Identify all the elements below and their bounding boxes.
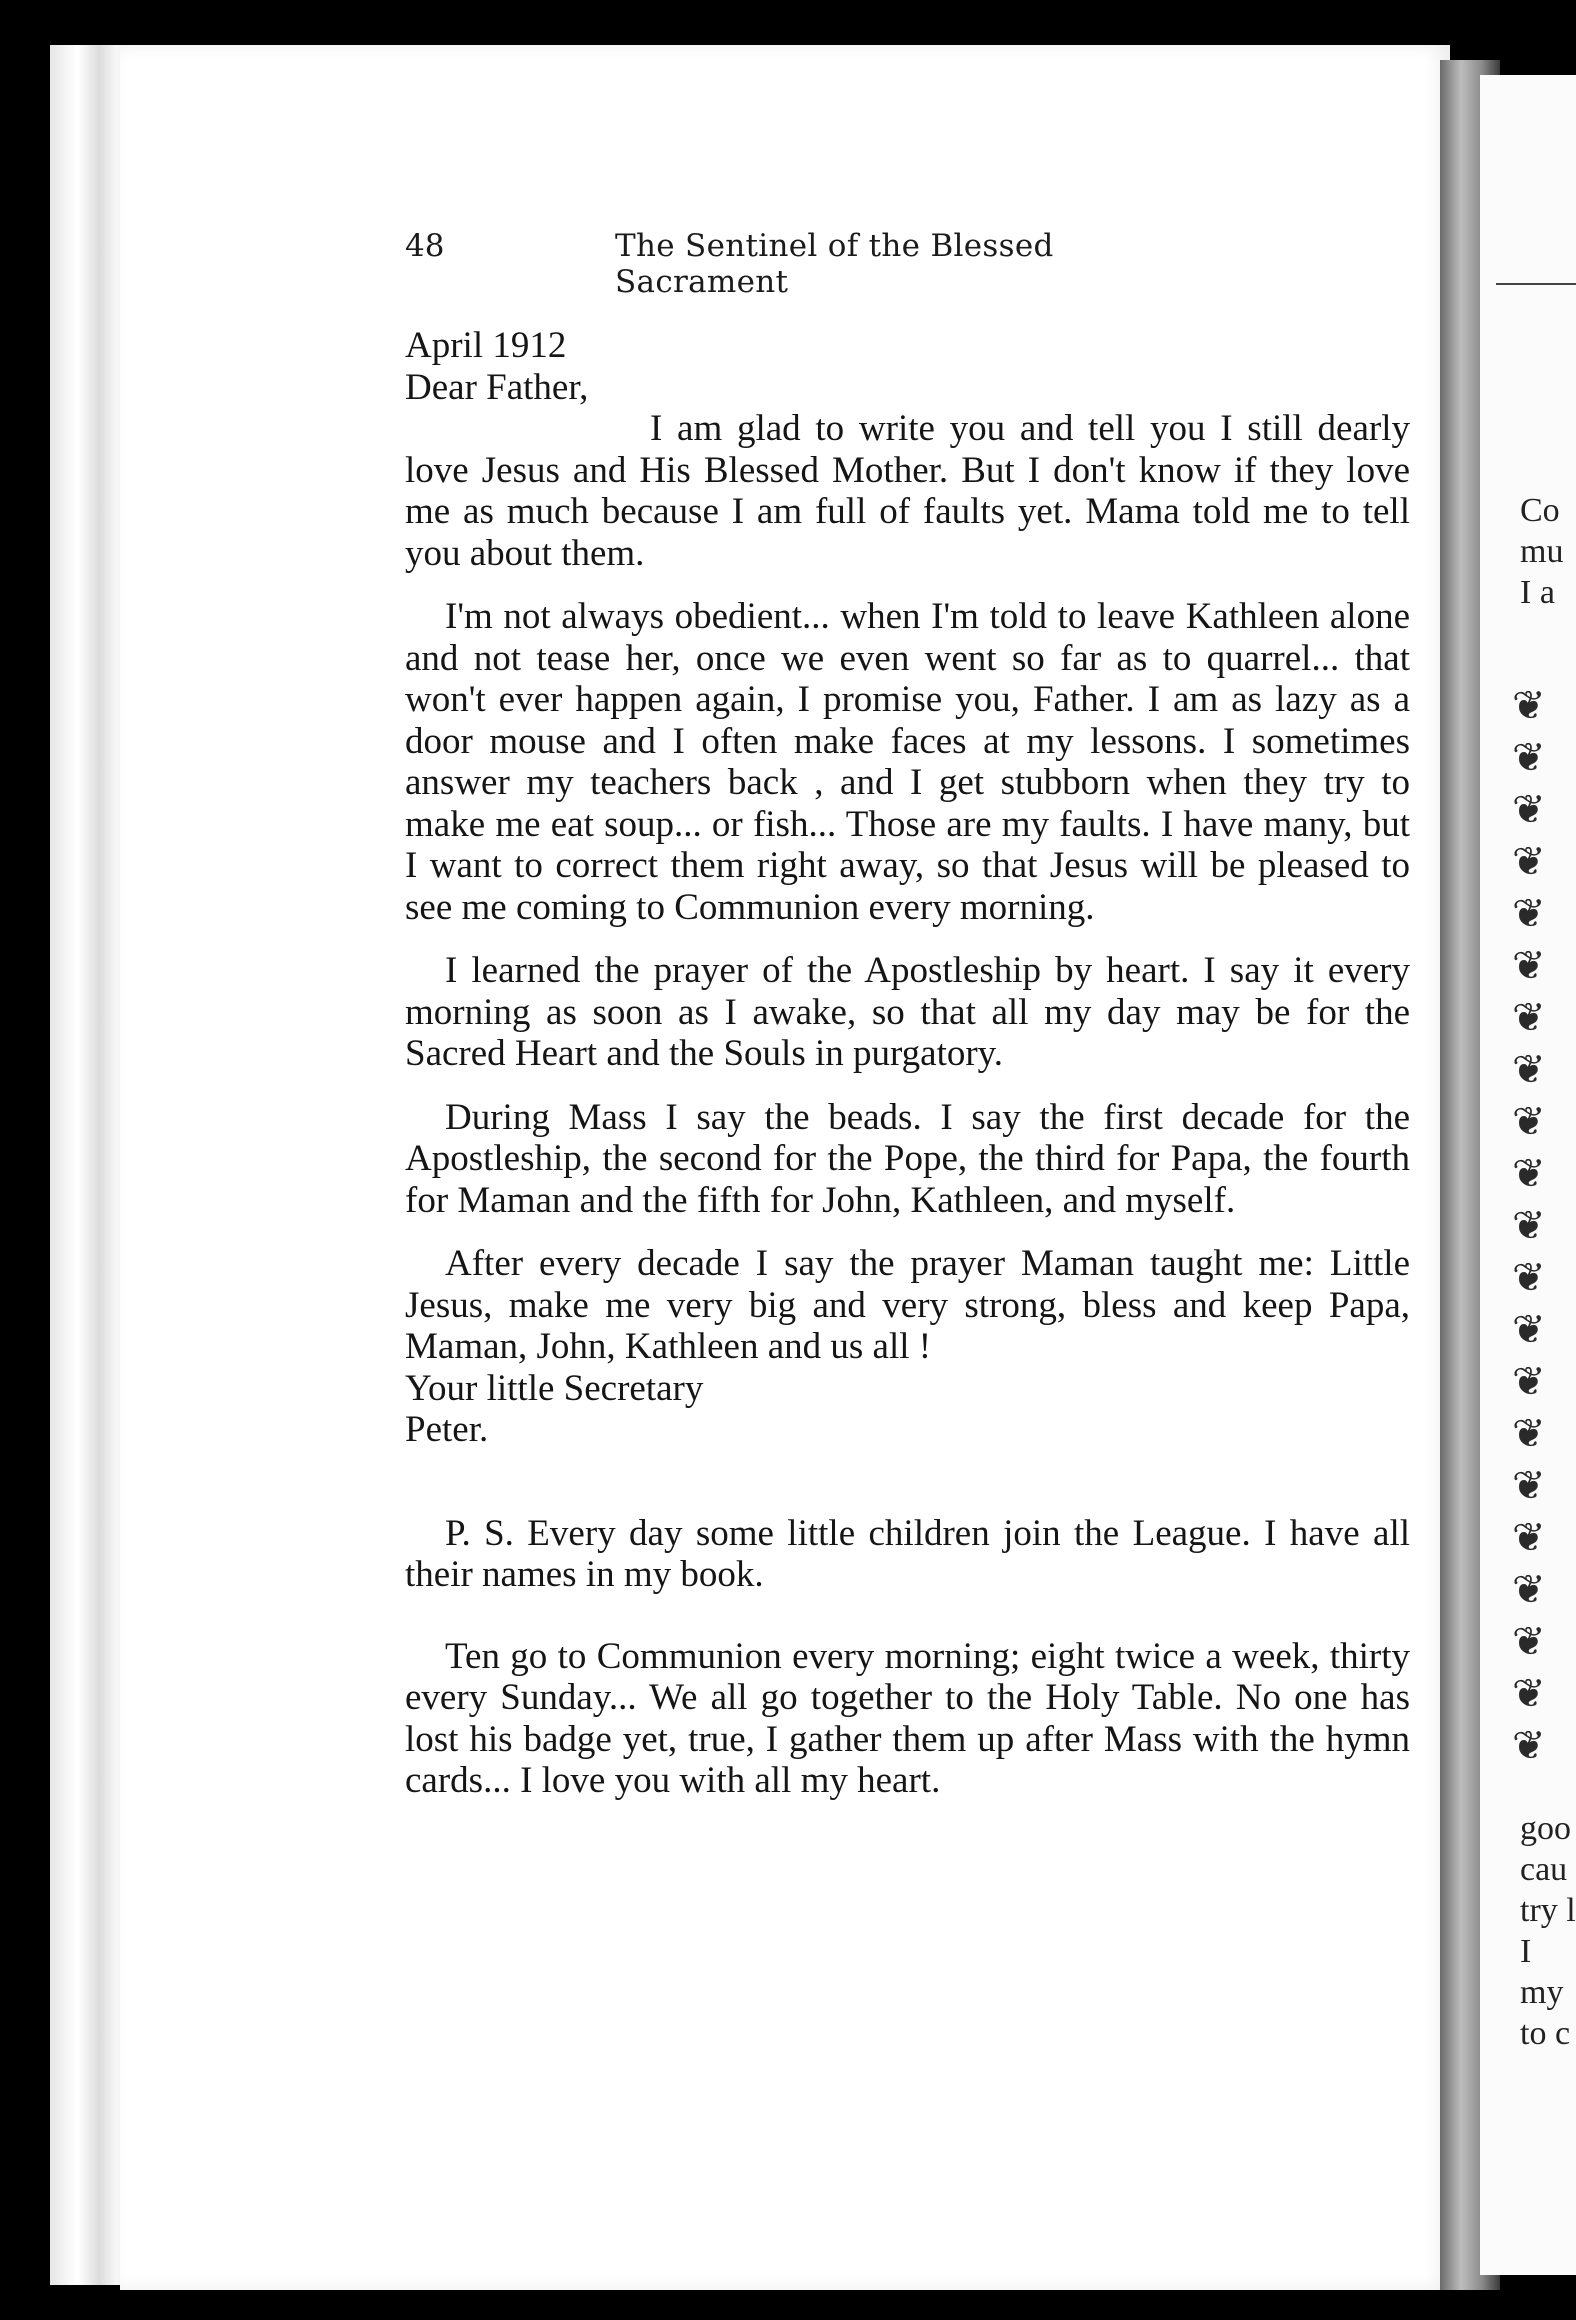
ornament-flower: ❦ — [1512, 891, 1546, 937]
ornament-flower: ❦ — [1512, 1099, 1546, 1145]
right-page-fragment: my — [1520, 1974, 1564, 2011]
right-page-fragment: try l — [1520, 1892, 1576, 1929]
ornament-flower: ❦ — [1512, 1463, 1546, 1509]
right-page-fragment: to c — [1520, 2015, 1571, 2052]
ornament-flower: ❦ — [1512, 995, 1546, 1041]
ornament-flower: ❦ — [1512, 1307, 1546, 1353]
letter-paragraph: I'm not always obedient... when I'm told to leave Kathleen alone and not tease her, once we even went so far as to quarrel... that won't ever happen again, I promise you, Father. I am as lazy as a door mouse and I often make faces at my lessons. I sometimes answer my teachers back , and I get stubborn when they try to make me eat soup... or fish... Those are my faults. I have many, but I want to correct them right away, so that Jesus will be pleased to see me coming to Communion every morning. — [405, 596, 1410, 928]
right-page-fragment: mu — [1520, 533, 1564, 570]
ornament-flower: ❦ — [1512, 1047, 1546, 1093]
right-page-fragment: I a — [1520, 574, 1555, 611]
floral-border-ornament — [1512, 680, 1576, 1780]
letter-final-paragraph: Ten go to Communion every morning; eight twice a week, thirty every Sunday... We all go together to the Holy Table. No one has lost his badge yet, true, I gather them up after Mass with the hymn cards... I love you with all my heart. — [405, 1635, 1410, 1801]
ornament-flower: ❦ — [1512, 943, 1546, 989]
ornament-flower: ❦ — [1512, 1619, 1546, 1665]
ornament-flower: ❦ — [1512, 683, 1546, 729]
page-number: 48 — [405, 228, 445, 264]
letter-salutation: Dear Father, — [405, 366, 589, 408]
letter-signature: Peter. — [405, 1409, 489, 1450]
journal-title: The Sentinel of the Blessed Sacrament — [615, 228, 1054, 300]
letter-paragraph: After every decade I say the prayer Maman taught me: Little Jesus, make me very big and very strong, bless and keep Papa, Maman, John, Kathleen and us all ! — [405, 1243, 1410, 1367]
right-page-fragment: cau — [1520, 1851, 1568, 1888]
ornament-flower: ❦ — [1512, 1567, 1546, 1613]
ornament-flower: ❦ — [1512, 1151, 1546, 1197]
ornament-flower: ❦ — [1512, 1723, 1546, 1769]
ornament-flower: ❦ — [1512, 1671, 1546, 1717]
letter-postscript: P. S. Every day some little children join the League. I have all their names in my book. — [405, 1512, 1410, 1595]
ornament-flower: ❦ — [1512, 1411, 1546, 1457]
letter-paragraph: I learned the prayer of the Apostleship by heart. I say it every morning as soon as I awake, so that all my day may be for the Sacred Heart and the Souls in purgatory. — [405, 950, 1410, 1074]
ornament-flower: ❦ — [1512, 787, 1546, 833]
ornament-flower: ❦ — [1512, 1203, 1546, 1249]
letter-closing: Your little Secretary — [405, 1367, 704, 1409]
ornament-flower: ❦ — [1512, 1255, 1546, 1301]
ornament-flower: ❦ — [1512, 1515, 1546, 1561]
letter-paragraph: During Mass I say the beads. I say the first decade for the Apostleship, the second for the Pope, the third for Papa, the fourth for Maman and the fifth for John, Kathleen, and myself. — [405, 1096, 1410, 1221]
right-page-fragment: I — [1520, 1933, 1532, 1970]
right-page-fragment: Co — [1520, 492, 1560, 529]
letter-date: April 1912 — [405, 325, 567, 366]
ornament-flower: ❦ — [1512, 839, 1546, 885]
ornament-flower: ❦ — [1512, 1359, 1546, 1405]
letter-paragraph: I am glad to write you and tell you I still dearly love Jesus and His Blessed Mother. But I don't know if they love me as much because I am full of faults yet. Mama told me to tell you about them. — [405, 408, 1410, 574]
running-head — [405, 228, 1220, 300]
right-page-fragment: goo — [1520, 1810, 1571, 1847]
ornament-flower: ❦ — [1512, 735, 1546, 781]
letter-body — [405, 325, 1410, 1802]
